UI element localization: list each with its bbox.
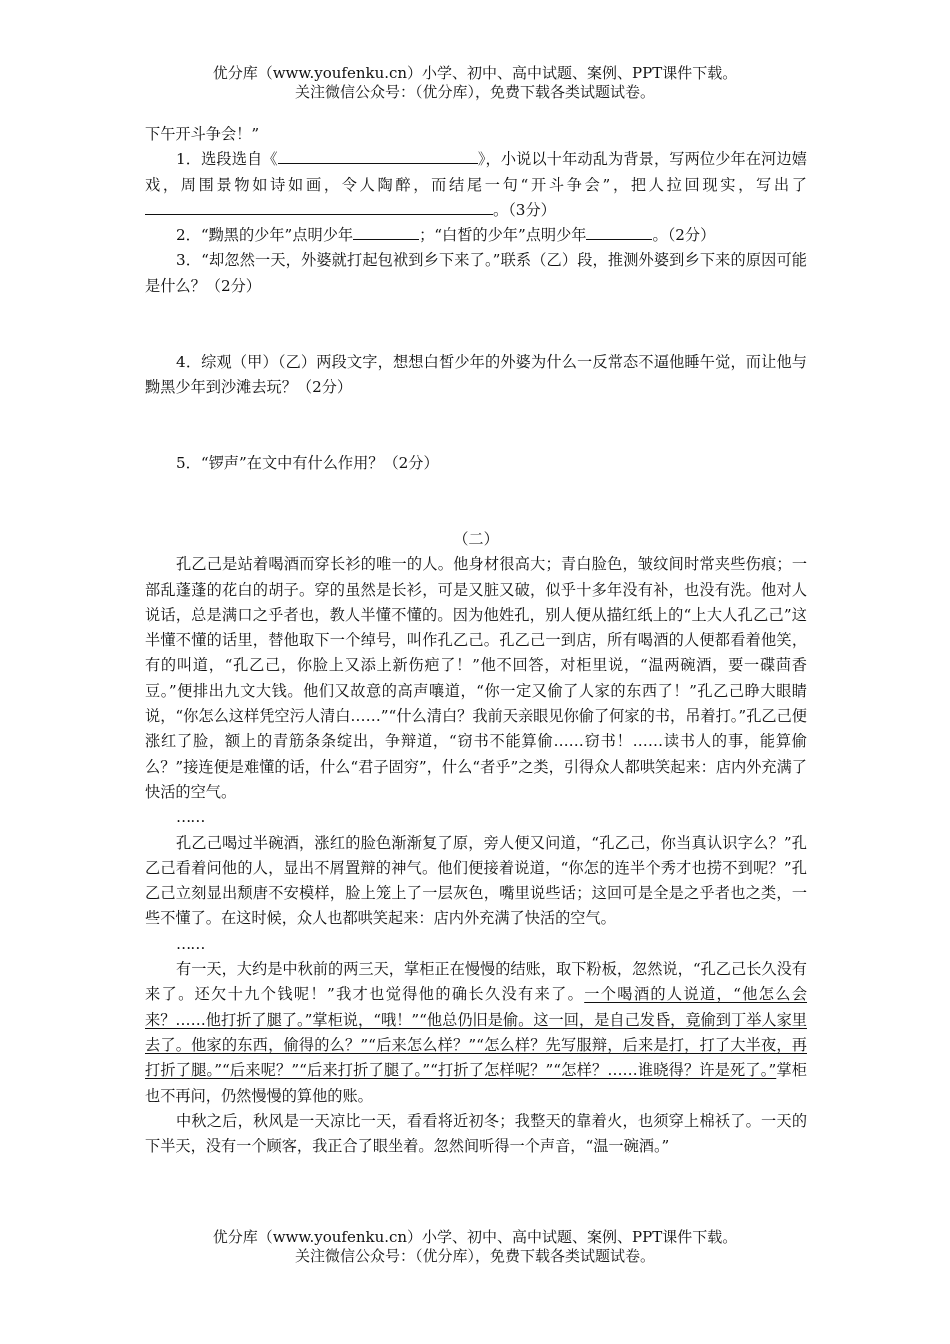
ellipsis-1: …… [176, 808, 205, 827]
answer-blank-2a[interactable] [353, 223, 419, 240]
answer-blank-1a[interactable] [278, 147, 478, 164]
answer-blank-2b[interactable] [586, 223, 652, 240]
page-footer [0, 1228, 950, 1266]
answer-space-4[interactable] [145, 401, 807, 451]
passage-paragraph-2: 孔乙己喝过半碗酒，涨红的脸色渐渐复了原，旁人便又问道，“孔乙己，你当真认识字么？”孔乙己看着问他的人，显出不屑置辩的神气。他们便接着说道，“你怎的连半个秀才也捞不到呢？”孔乙己立刻显出颓唐不安模样，脸上笼上了一层灰色，嘴里说些话；这回可是全是之乎者也之类，一些不懂了。在这时候，众人也都哄笑起来：店内外充满了快活的空气。 [145, 833, 807, 928]
passage-3-underlined: 一个喝酒的人说道，“他怎么会来？……他打折了腿了。”掌柜说，“哦！”“他总仍旧是偷。这一回，是自己发昏，竟偷到丁举人家里去了。他家的东西，偷得的么？”“后来怎么样？”“怎么样？先写服辩，后来是打，打了大半夜，再打折了腿。”“后来呢？”“后来打折了腿了。”“打折了怎样呢？”“怎样？……谁晓得？许是死了。” [145, 985, 808, 1080]
question-2-text-a: 2．“黝黑的少年”点明少年 [176, 226, 354, 245]
header-line-2: 关注微信公众号：（优分库），免费下载各类试题试卷。 [294, 83, 655, 101]
footer-line-1: 优分库（www.youfenku.cn）小学、初中、高中试题、案例、PPT课件下载。 [212, 1228, 738, 1246]
answer-blank-1b[interactable] [145, 198, 493, 215]
passage-3-text-a: 有一天，大约是中秋前的两三天，掌柜正在慢慢的结账，取下粉板，忽然说，“孔乙己长久没有来了。还欠十九个钱呢！”我才也觉得他的确长久没有来了。 [145, 960, 807, 1004]
part1-top-line: 下午开斗争会！” [145, 125, 260, 143]
page-body [145, 122, 807, 1159]
page-header [0, 64, 950, 102]
ellipsis-2: …… [176, 934, 205, 953]
passage-paragraph-3 [145, 957, 807, 1109]
question-1 [145, 147, 807, 223]
passage-paragraph-1: 孔乙己是站着喝酒而穿长衫的唯一的人。他身材很高大；青白脸色，皱纹间时常夹些伤痕；一部乱蓬蓬的花白的胡子。穿的虽然是长衫，可是又脏又破，似乎十多年没有补，也没有洗。他对人说话，总是满口之乎者也，教人半懂不懂的。因为他姓孔，别人便从描红纸上的“上大人孔乙己”这半懂不懂的话里，替他取下一个绰号，叫作孔乙己。孔乙己一到店，所有喝酒的人便都看着他笑，有的叫道，“孔乙己，你脸上又添上新伤疤了！”他不回答，对柜里说，“温两碗酒，要一碟茴香豆。”便排出九文大钱。他们又故意的高声嚷道，“你一定又偷了人家的东西了！”孔乙己睁大眼睛说，“你怎么这样凭空污人清白……”“什么清白？我前天亲眼见你偷了何家的书，吊着打。”孔乙己便涨红了脸，额上的青筋条条绽出，争辩道，“窃书不能算偷……窃书！……读书人的事，能算偷么？”接连便是难懂的话，什么“君子固穷”，什么“者乎”之类，引得众人都哄笑起来：店内外充满了快活的空气。 [145, 555, 807, 801]
answer-space-3[interactable] [145, 299, 807, 350]
answer-space-5[interactable] [145, 476, 807, 527]
footer-line-2: 关注微信公众号：（优分库），免费下载各类试题试卷。 [294, 1247, 655, 1265]
section-heading: （二） [453, 529, 499, 548]
question-1-text-a: 1．选段选自《 [176, 150, 278, 169]
question-1-text-c: 。（3分） [493, 200, 556, 219]
question-2-text-b: ；“白皙的少年”点明少年 [419, 226, 587, 245]
passage-paragraph-4: 中秋之后，秋风是一天凉比一天，看看将近初冬；我整天的靠着火，也须穿上棉袄了。一天的下半天，没有一个顾客，我正合了眼坐着。忽然间听得一个声音，“温一碗酒。” [145, 1111, 807, 1156]
question-5: 5．“锣声”在文中有什么作用？（2分） [176, 453, 439, 472]
question-1-text-b: 》，小说以十年动乱为背景，写两位少年在河边嬉戏，周围景物如诗如画，令人陶醉，而结尾一句“开斗争会”，把人拉回现实，写出了 [145, 150, 807, 194]
question-2-text-c: 。（2分） [652, 226, 716, 245]
header-line-1: 优分库（www.youfenku.cn）小学、初中、高中试题、案例、PPT课件下载。 [212, 64, 738, 82]
question-3: 3．“却忽然一天，外婆就打起包袱到乡下来了。”联系（乙）段，推测外婆到乡下来的原因可能是什么？（2分） [145, 251, 807, 295]
question-2 [145, 223, 807, 248]
question-4: 4．综观（甲）（乙）两段文字，想想白皙少年的外婆为什么一反常态不逼他睡午觉，而让他与黝黑少年到沙滩去玩？（2分） [145, 353, 807, 397]
passage-3-text-b: 掌柜也不再问，仍然慢慢的算他的账。 [145, 1061, 807, 1105]
